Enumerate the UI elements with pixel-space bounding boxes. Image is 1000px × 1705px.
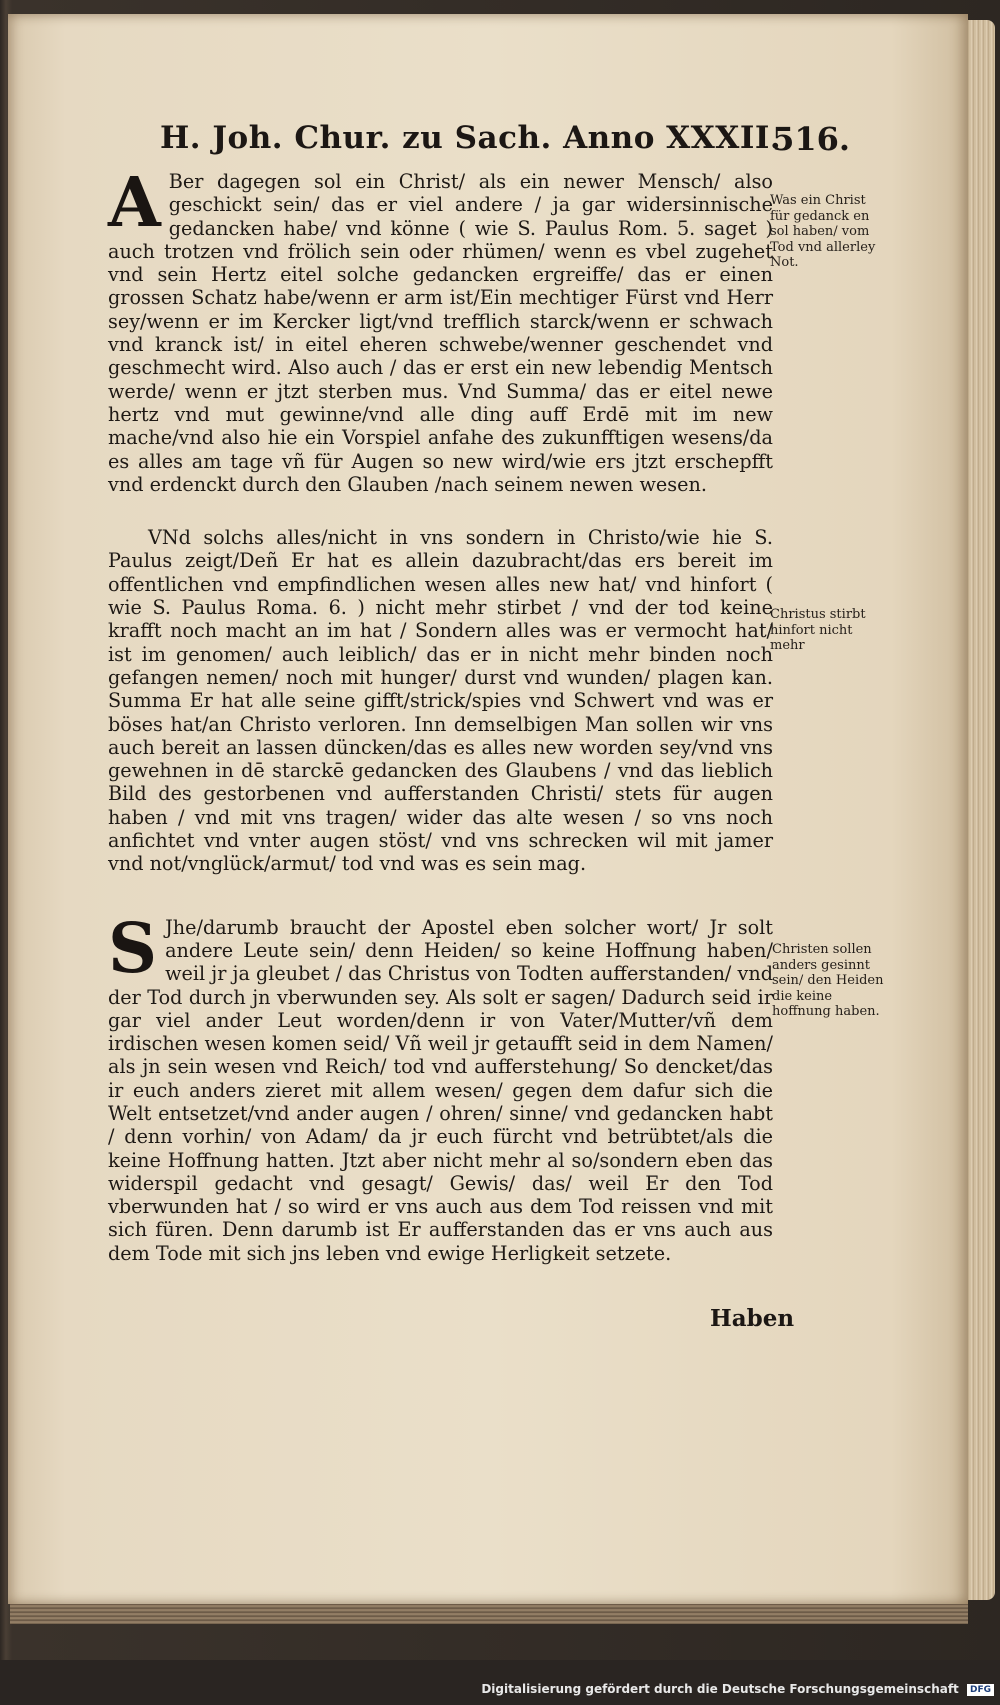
- margin-note-1: Was ein Christ für gedanck en sol haben/ vom Tod vnd allerley Not.: [770, 193, 876, 270]
- margin-note-3: Christen sollen anders gesinnt sein/ den Heiden die keine hoffnung haben.: [772, 942, 884, 1019]
- digitization-credit: [0, 1682, 994, 1696]
- paragraph-2: [108, 526, 773, 875]
- running-head: H. Joh. Chur. zu Sach. Anno XXXII.: [160, 120, 782, 156]
- paragraph-3-text: Jhe/darumb braucht der Apostel eben solcher wort/ Jr solt andere Leute sein/ denn Heiden/ so keine Hoffnung haben/ weil jr ja gleubet / das Christus von Todten aufferstanden/ vnd der Tod durch jn vberwunden sey. Als solt er sagen/ Dadurch seid ir gar viel ander Leut worden/denn ir von Vater/Mutter/vñ dem irdischen wesen komen seid/ Vñ weil jr getaufft seid in dem Namen/ als jn sein wesen vnd Reich/ tod vnd aufferstehung/ So dencket/das ir euch anders zieret mit allem wesen/ gegen dem dafur sich die Welt entsetzet/vnd ander augen / ohren/ sinne/ vnd gedancken habt / denn vorhin/ von Adam/ da jr euch fürcht vnd betrübtet/als die keine Hoffnung hatten. Jtzt aber nicht mehr al so/sondern eben das widerspil gedacht vnd gesagt/ Gewis/ das/ weil Er den Tod vberwunden hat / so wird er vns auch aus dem Tod reissen vnd mit sich füren. Denn darumb ist Er aufferstanden das er vns auch aus dem Tode mit sich jns leben vnd ewige Herligkeit setzete.: [108, 915, 773, 1265]
- drop-initial-s: S: [108, 908, 158, 989]
- paragraph-1: [108, 163, 773, 496]
- page-header: [160, 120, 850, 168]
- credit-text: Digitalisierung gefördert durch die Deutsche Forschungsgemeinschaft: [481, 1682, 959, 1696]
- page-edge: [965, 20, 995, 1600]
- paragraph-3: [108, 908, 773, 1265]
- margin-note-2: Christus stirbt hinfort nicht mehr: [770, 607, 866, 653]
- page-number: 516.: [772, 120, 850, 158]
- body-text: [108, 163, 773, 1265]
- catchword: Haben: [710, 1305, 795, 1332]
- paragraph-2-text: VNd solchs alles/nicht in vns sondern in Christo/wie hie S. Paulus zeigt/Deñ Er hat es allein dazubracht/das ers bereit im offentlichen vnd empfindlichen wesen alles new hat/ vnd hinfort ( wie S. Paulus Roma. 6. ) nicht mehr stirbet / vnd der tod keine krafft noch macht an im hat / Sondern alles was er vermocht hat/ ist im genomen/ auch leiblich/ das er in nicht mehr binden noch gefangen nemen/ noch mit hunger/ durst vnd wunden/ plagen kan. Summa Er hat alle seine gifft/strick/spies vnd Schwert vnd was er böses hat/an Christo verloren. Inn demselbigen Man sollen wir vns auch bereit an lassen düncken/das es alles new worden sey/vnd vns gewehnen in dē starckē gedancken des Glaubens / vnd das lieblich Bild des gestorbenen vnd aufferstanden Christi/ stets für augen haben / vnd mit vns tragen/ wider das alte wesen / so vns noch anfichtet vnd vnter augen stöst/ vnd vns schrecken wil mit jamer vnd not/vnglück/armut/ tod vnd was es sein mag.: [108, 526, 773, 876]
- paragraph-1-text: Ber dagegen sol ein Christ/ als ein newer Mensch/ also geschickt sein/ das er viel andere / ja gar widersinnische gedancken habe/ vnd könne ( wie S. Paulus Rom. 5. saget ) auch trotzen vnd frölich sein oder rhümen/ wenn es vbel zugehet vnd sein Hertz eitel solche gedancken ergreiffe/ das er einen grossen Schatz habe/wenn er arm ist/Ein mechtiger Fürst vnd Herr sey/wenn er im Kercker ligt/vnd trefflich starck/wenn er schwach vnd kranck ist/ in eitel eheren schwebe/wenner geschendet vnd geschmecht wird. Also auch / das er erst ein new lebendig Mentsch werde/ wenn er jtzt sterben mus. Vnd Summa/ das er eitel newe hertz vnd mut gewinne/vnd alle ding auff Erdē mit im new mache/vnd also hie ein Vorspiel anfahe des zukunfftigen wesens/da es alles am tage vñ für Augen so new wird/wie ers jtzt erschepfft vnd erdenckt durch den Glauben /nach seinem newen wesen.: [108, 170, 773, 496]
- dfg-logo: DFG: [967, 1684, 994, 1696]
- drop-initial-a: A: [108, 163, 161, 243]
